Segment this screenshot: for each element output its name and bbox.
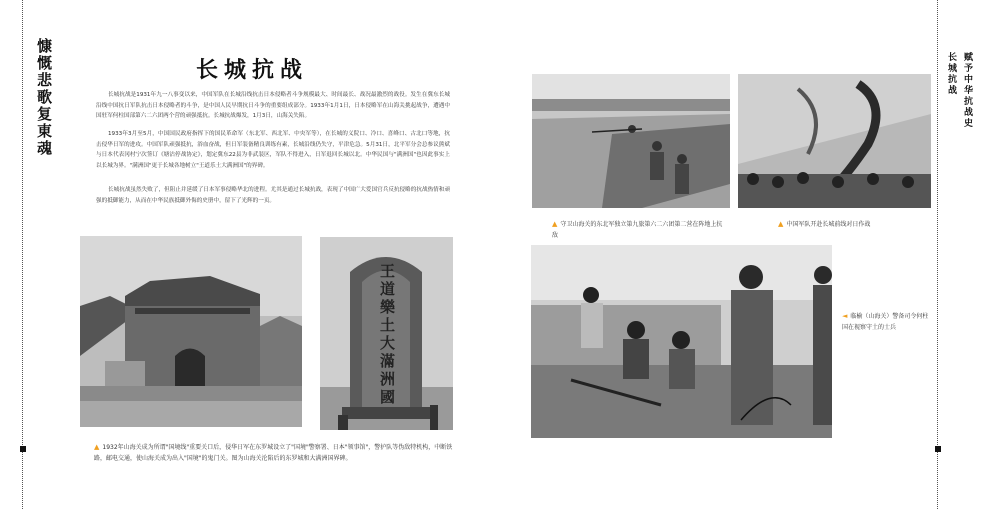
right-vertical-title-1: 赋予中华抗战史 bbox=[962, 52, 972, 129]
monument-inscription: 王道樂土大滿洲國 bbox=[378, 263, 396, 407]
left-dotted-border bbox=[22, 0, 23, 509]
article-paragraph-2: 1933年3月至5月，中国国民政府指挥下的国民革命军（东北军、西北军、中央军等），在长城的义院口、冷口、喜峰口、古北口等地，抗击侵华日军的进攻。中国军队顽强抵抗，浴血奋战，但日军装备精良训练有素，长城沿线仍失守，平津危急。5月31日，北平军分会总参议熊斌与日本代表冈村宁次签订《塘沽停战协定》，划定冀东22县为非武装区，军队不得进入，日军退回长城以北。中华民国与"满洲国"也因此事实上以长城为界。"满洲国"更于长城各地树立"王道乐土大满洲国"的界碑。 bbox=[96, 131, 450, 169]
right-square-marker bbox=[935, 446, 941, 452]
caption-triangle-icon: ▲ bbox=[778, 220, 784, 228]
left-square-marker bbox=[20, 446, 26, 452]
photo-trench-soldiers bbox=[532, 74, 730, 208]
caption-commander-inspection: ◄ 临榆（山海关）警备司令何柱国在视察守土的士兵 bbox=[842, 312, 929, 331]
page-title: 长城抗战 bbox=[196, 57, 309, 83]
caption-triangle-icon: ▲ bbox=[552, 220, 558, 228]
photo-commander-inspection bbox=[531, 245, 832, 438]
caption-triangle-icon: ▲ bbox=[94, 443, 100, 451]
article-paragraph-1: 长城抗战是1931年九一八事变以来，中国军队在长城沿线抗击日本侵略者斗争规模最大、时间最长、战况最激烈的战役。发生在冀东长城沿线中国抗日军队抗击日本侵略者的斗争，是中国人民早期抗日斗争的重要组成部分。1933年1月1日，日本侵略军在山海关挑起战争，遭遇中国驻军何柱国部第六二六团两个营的顽强抵抗。长城抗战爆发，1月3日，山海关失陷。 bbox=[96, 92, 450, 119]
photo-shanhaiguan-gate bbox=[80, 236, 302, 427]
caption-triangle-icon: ◄ bbox=[842, 312, 848, 320]
right-dotted-border bbox=[937, 0, 938, 509]
right-vertical-title-2: 长城抗战 bbox=[946, 52, 956, 96]
article-paragraph-3: 长城抗战虽然失败了，但阻止并延缓了日本军事侵略华北的进程。尤其是通过长城抗战，表现了中国广大爱国官兵反抗侵略的抗战热情和顽强的抵御能力，从而在中华民族抵御外侮的史册中，留下了光辉的一页。 bbox=[96, 187, 450, 204]
left-vertical-title: 慷慨悲歌复東魂 bbox=[35, 38, 53, 157]
caption-trench-soldiers: ▲ 守卫山海关的东北军独立第九旅第六二六团第二营在阵地上抗敌 bbox=[552, 220, 723, 239]
caption-gate-monument: ▲ 1932年山海关成为所谓"国境线"重要关口后，侵华日军在东罗城设立了"国境"警察署、日本"领事馆"，警护队等伪敌特机构，中断铁路，邮电交通，使山海关成为出入"国境"的鬼门关。图为山海关沦陷后的东罗城和大满洲国界碑。 bbox=[94, 443, 453, 462]
photo-army-marching bbox=[738, 74, 931, 208]
caption-army-marching: ▲ 中国军队开赴长城前线对日作战 bbox=[778, 220, 871, 228]
photo-manchukuo-boundary-monument bbox=[320, 237, 453, 430]
